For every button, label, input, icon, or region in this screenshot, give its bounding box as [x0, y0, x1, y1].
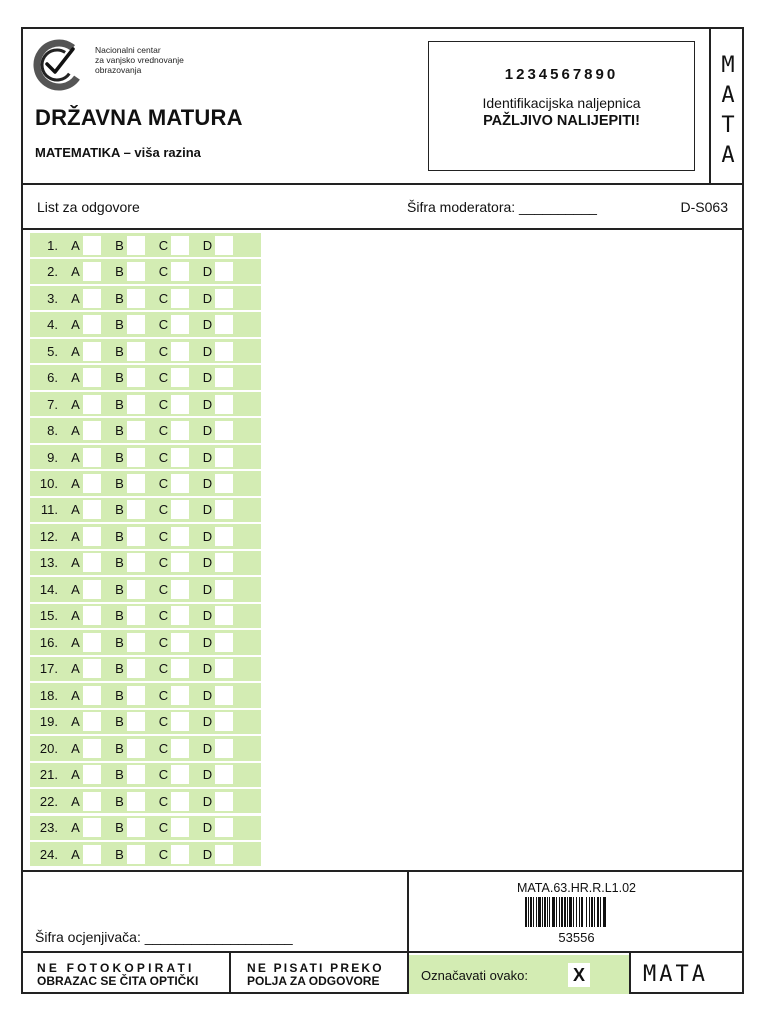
option-label: C	[158, 290, 169, 306]
answer-box[interactable]	[215, 421, 233, 440]
option-label: B	[115, 793, 124, 809]
question-number: 8.	[47, 423, 58, 439]
answer-box[interactable]	[171, 553, 189, 572]
exam-subtitle: MATEMATIKA – viša razina	[35, 145, 201, 160]
answer-box[interactable]	[171, 474, 189, 493]
option-label: C	[158, 714, 169, 730]
option-label: B	[115, 290, 124, 306]
barcode-bar	[561, 897, 563, 927]
answer-row	[30, 418, 261, 442]
question-number: 4.	[47, 317, 58, 333]
option-label: A	[71, 846, 80, 862]
side-subject-code: M A T A	[721, 53, 735, 168]
answer-box[interactable]	[83, 474, 101, 493]
option-label: D	[202, 264, 213, 280]
answer-box[interactable]	[215, 633, 233, 652]
barcode-bar	[528, 897, 529, 927]
answer-box[interactable]	[215, 368, 233, 387]
option-label: A	[71, 502, 80, 518]
option-label: A	[71, 264, 80, 280]
question-number: 24.	[39, 846, 58, 862]
option-label: A	[71, 820, 80, 836]
question-number: 19.	[39, 714, 58, 730]
option-label: D	[202, 423, 213, 439]
option-label: C	[158, 476, 169, 491]
answer-row	[30, 551, 261, 575]
answer-box[interactable]	[215, 845, 233, 864]
answer-row	[30, 683, 261, 707]
option-label: A	[71, 449, 80, 465]
answer-row	[30, 710, 261, 734]
answer-row	[30, 312, 261, 336]
option-label: B	[115, 476, 124, 491]
option-label: C	[158, 396, 169, 412]
option-label: B	[115, 264, 124, 280]
barcode-bar	[525, 897, 527, 927]
answer-box[interactable]	[215, 500, 233, 519]
option-label: D	[202, 793, 213, 809]
question-number: 16.	[39, 634, 58, 650]
question-number: 6.	[47, 370, 58, 386]
answer-box[interactable]	[171, 421, 189, 440]
answer-row	[30, 577, 261, 601]
option-label: B	[115, 714, 124, 730]
option-label: D	[202, 528, 213, 544]
barcode-bar	[552, 897, 555, 927]
answer-box[interactable]	[171, 712, 189, 731]
option-label: C	[158, 767, 169, 783]
answer-box[interactable]	[171, 262, 189, 281]
question-number: 3.	[47, 290, 58, 306]
answer-box[interactable]	[83, 633, 101, 652]
barcode-bar	[544, 897, 546, 927]
answer-box[interactable]	[127, 765, 145, 784]
barcode-bar	[569, 897, 572, 927]
answer-row	[30, 604, 261, 628]
option-label: B	[115, 317, 124, 333]
answer-box[interactable]	[171, 395, 189, 414]
id-warning: PAŽLJIVO NALIJEPITI!	[483, 113, 640, 129]
side-divider	[709, 29, 711, 183]
form-code: D-S063	[680, 199, 728, 215]
option-label: D	[202, 608, 213, 624]
question-number: 1.	[47, 237, 58, 253]
answer-box[interactable]	[127, 659, 145, 678]
answer-box[interactable]	[83, 659, 101, 678]
answer-box[interactable]	[127, 712, 145, 731]
answer-box[interactable]	[127, 421, 145, 440]
barcode-bar	[586, 897, 587, 927]
answer-box[interactable]	[83, 342, 101, 361]
option-label: C	[158, 343, 169, 359]
question-number: 20.	[39, 740, 58, 756]
option-label: C	[158, 555, 169, 571]
option-label: D	[202, 820, 213, 836]
option-label: A	[71, 317, 80, 333]
answer-box[interactable]	[215, 342, 233, 361]
answer-box[interactable]	[127, 686, 145, 705]
id-label: Identifikacijska naljepnica	[482, 95, 641, 111]
mark-example-label: Označavati ovako:	[421, 968, 528, 983]
answer-box[interactable]	[171, 580, 189, 599]
option-label: B	[115, 740, 124, 756]
answers-bottom-divider	[23, 870, 742, 872]
question-number: 21.	[39, 767, 58, 783]
option-label: C	[158, 661, 169, 677]
answer-box[interactable]	[127, 474, 145, 493]
question-number: 2.	[47, 264, 58, 280]
option-label: B	[115, 820, 124, 836]
answer-box[interactable]	[215, 395, 233, 414]
option-label: D	[202, 687, 213, 703]
option-label: A	[71, 343, 80, 359]
answer-box[interactable]	[215, 315, 233, 334]
option-label: B	[115, 767, 124, 783]
answer-box[interactable]	[83, 792, 101, 811]
option-label: C	[158, 634, 169, 650]
question-number: 15.	[39, 608, 58, 624]
answer-box[interactable]	[171, 765, 189, 784]
option-label: A	[71, 476, 80, 491]
option-label: B	[115, 528, 124, 544]
answer-box[interactable]	[83, 448, 101, 467]
header-divider	[23, 183, 742, 185]
answer-box[interactable]	[83, 395, 101, 414]
answer-box[interactable]	[127, 448, 145, 467]
answer-box[interactable]	[215, 448, 233, 467]
option-label: C	[158, 740, 169, 756]
answer-box[interactable]	[83, 236, 101, 255]
option-label: D	[202, 237, 213, 253]
answer-box[interactable]	[215, 686, 233, 705]
option-label: C	[158, 793, 169, 809]
answer-row	[30, 259, 261, 283]
answer-row	[30, 445, 261, 469]
answer-row	[30, 657, 261, 681]
answer-box[interactable]	[83, 315, 101, 334]
option-label: B	[115, 370, 124, 386]
answer-box[interactable]	[171, 236, 189, 255]
option-label: D	[202, 476, 213, 491]
answer-box[interactable]	[171, 368, 189, 387]
option-label: A	[71, 793, 80, 809]
barcode-bar	[603, 897, 606, 927]
option-label: D	[202, 449, 213, 465]
option-label: D	[202, 740, 213, 756]
no-copy-notice: NE FOTOKOPIRATI OBRAZAC SE ČITA OPTIČKI	[37, 961, 199, 988]
answer-row	[30, 498, 261, 522]
id-sticker-box	[428, 41, 695, 171]
option-label: B	[115, 449, 124, 465]
question-number: 18.	[39, 687, 58, 703]
barcode-bar	[559, 897, 560, 927]
answer-box[interactable]	[83, 368, 101, 387]
option-label: B	[115, 608, 124, 624]
answer-row	[30, 339, 261, 363]
answer-box[interactable]	[83, 712, 101, 731]
barcode-bar	[549, 897, 550, 927]
barcode-bar	[579, 897, 580, 927]
option-label: B	[115, 396, 124, 412]
answer-box[interactable]	[171, 845, 189, 864]
answer-box[interactable]	[83, 818, 101, 837]
answer-box[interactable]	[215, 765, 233, 784]
id-number: 1234567890	[504, 66, 619, 83]
option-label: B	[115, 555, 124, 571]
option-label: C	[158, 687, 169, 703]
mark-example-x: X	[568, 963, 590, 987]
option-label: D	[202, 396, 213, 412]
option-label: C	[158, 581, 169, 597]
barcode-bar	[564, 897, 566, 927]
answer-box[interactable]	[171, 633, 189, 652]
bottom-subject-code: MATA	[643, 962, 708, 987]
option-label: D	[202, 290, 213, 306]
option-label: A	[71, 528, 80, 544]
question-number: 9.	[47, 449, 58, 465]
option-label: A	[71, 555, 80, 571]
footer-bottom-divider	[23, 951, 742, 953]
option-label: B	[115, 502, 124, 518]
barcode-bar	[542, 897, 543, 927]
option-label: C	[158, 449, 169, 465]
option-label: C	[158, 237, 169, 253]
option-label: A	[71, 290, 80, 306]
answer-row	[30, 392, 261, 416]
answer-box[interactable]	[215, 527, 233, 546]
answer-box[interactable]	[127, 792, 145, 811]
question-number: 17.	[39, 661, 58, 677]
answer-row	[30, 524, 261, 548]
answer-row	[30, 233, 261, 257]
answer-box[interactable]	[215, 236, 233, 255]
answer-box[interactable]	[171, 739, 189, 758]
answer-grid	[30, 233, 261, 869]
question-number: 13.	[39, 555, 58, 571]
sheet-label: List za odgovore	[37, 199, 140, 215]
option-label: D	[202, 317, 213, 333]
option-label: B	[115, 687, 124, 703]
option-label: C	[158, 608, 169, 624]
barcode	[525, 897, 649, 927]
answer-box[interactable]	[83, 845, 101, 864]
option-label: C	[158, 528, 169, 544]
option-label: A	[71, 714, 80, 730]
option-label: D	[202, 846, 213, 862]
option-label: A	[71, 237, 80, 253]
option-label: B	[115, 237, 124, 253]
option-label: C	[158, 317, 169, 333]
answer-box[interactable]	[83, 686, 101, 705]
option-label: C	[158, 370, 169, 386]
answer-row	[30, 286, 261, 310]
answer-box[interactable]	[215, 606, 233, 625]
answer-box[interactable]	[127, 818, 145, 837]
answer-box[interactable]	[171, 606, 189, 625]
option-label: B	[115, 581, 124, 597]
option-label: A	[71, 661, 80, 677]
answer-box[interactable]	[127, 739, 145, 758]
answer-box[interactable]	[127, 236, 145, 255]
answer-box[interactable]	[83, 765, 101, 784]
answer-row	[30, 630, 261, 654]
answer-row	[30, 842, 261, 866]
option-label: D	[202, 634, 213, 650]
answer-box[interactable]	[83, 606, 101, 625]
answer-box[interactable]	[171, 500, 189, 519]
option-label: A	[71, 740, 80, 756]
option-label: B	[115, 634, 124, 650]
barcode-bar	[600, 897, 601, 927]
answer-box[interactable]	[171, 792, 189, 811]
answer-box[interactable]	[127, 580, 145, 599]
answer-row	[30, 736, 261, 760]
answer-box[interactable]	[215, 553, 233, 572]
question-number: 5.	[47, 343, 58, 359]
answer-box[interactable]	[127, 500, 145, 519]
answer-box[interactable]	[127, 289, 145, 308]
option-label: C	[158, 846, 169, 862]
answer-box[interactable]	[127, 262, 145, 281]
option-label: A	[71, 767, 80, 783]
code-divider	[629, 951, 631, 994]
document-code: MATA.63.HR.R.L1.02	[516, 881, 637, 895]
option-label: A	[71, 423, 80, 439]
info-divider	[23, 228, 742, 230]
barcode-bar	[591, 897, 593, 927]
answer-box[interactable]	[215, 712, 233, 731]
question-number: 12.	[39, 528, 58, 544]
answer-box[interactable]	[171, 448, 189, 467]
answer-row	[30, 789, 261, 813]
answer-box[interactable]	[215, 818, 233, 837]
answer-box[interactable]	[215, 580, 233, 599]
option-label: D	[202, 555, 213, 571]
answer-box[interactable]	[171, 686, 189, 705]
page-title: DRŽAVNA MATURA	[35, 105, 243, 130]
question-number: 7.	[47, 396, 58, 412]
moderator-code-field: Šifra moderatora: __________	[407, 199, 597, 215]
option-label: B	[115, 423, 124, 439]
answer-row	[30, 763, 261, 787]
barcode-bar	[536, 897, 537, 927]
option-label: C	[158, 264, 169, 280]
barcode-bar	[597, 897, 599, 927]
barcode-bar	[533, 897, 534, 927]
barcode-bar	[576, 897, 577, 927]
notice-divider	[229, 951, 231, 994]
answer-box[interactable]	[171, 342, 189, 361]
answer-box[interactable]	[171, 527, 189, 546]
barcode-bar	[573, 897, 574, 927]
option-label: C	[158, 423, 169, 439]
barcode-bar	[581, 897, 583, 927]
barcode-bar	[556, 897, 557, 927]
answer-box[interactable]	[83, 527, 101, 546]
option-label: D	[202, 370, 213, 386]
answer-box[interactable]	[171, 315, 189, 334]
ncvvo-logo	[33, 37, 89, 93]
answer-box[interactable]	[171, 289, 189, 308]
answer-box[interactable]	[83, 580, 101, 599]
barcode-bar	[567, 897, 568, 927]
answer-box[interactable]	[127, 315, 145, 334]
answer-box[interactable]	[215, 792, 233, 811]
answer-box[interactable]	[127, 633, 145, 652]
answer-box[interactable]	[215, 739, 233, 758]
option-label: A	[71, 396, 80, 412]
option-label: A	[71, 687, 80, 703]
question-number: 23.	[39, 820, 58, 836]
answer-box[interactable]	[83, 500, 101, 519]
answer-box[interactable]	[127, 606, 145, 625]
answer-sheet-frame	[21, 27, 744, 994]
answer-box[interactable]	[171, 659, 189, 678]
answer-row	[30, 471, 261, 495]
option-label: C	[158, 502, 169, 518]
option-label: A	[71, 370, 80, 386]
answer-box[interactable]	[83, 421, 101, 440]
option-label: A	[71, 581, 80, 597]
option-label: C	[158, 820, 169, 836]
option-label: A	[71, 634, 80, 650]
answer-box[interactable]	[127, 368, 145, 387]
answer-box[interactable]	[127, 395, 145, 414]
answer-box[interactable]	[127, 342, 145, 361]
answer-box[interactable]	[127, 845, 145, 864]
answer-box[interactable]	[171, 818, 189, 837]
option-label: D	[202, 502, 213, 518]
answer-box[interactable]	[83, 553, 101, 572]
no-write-notice: NE PISATI PREKO POLJA ZA ODGOVORE	[247, 961, 384, 988]
org-name: Nacionalni centar za vanjsko vrednovanje obrazovanja	[95, 45, 184, 75]
option-label: D	[202, 343, 213, 359]
barcode-bar	[547, 897, 548, 927]
question-number: 14.	[39, 581, 58, 597]
answer-box[interactable]	[83, 262, 101, 281]
barcode-bar	[530, 897, 532, 927]
option-label: B	[115, 846, 124, 862]
barcode-number: 53556	[558, 930, 595, 945]
question-number: 22.	[39, 793, 58, 809]
option-label: D	[202, 661, 213, 677]
option-label: D	[202, 767, 213, 783]
answer-box[interactable]	[215, 289, 233, 308]
answer-box[interactable]	[215, 262, 233, 281]
option-label: B	[115, 661, 124, 677]
answer-box[interactable]	[215, 474, 233, 493]
barcode-bar	[589, 897, 590, 927]
option-label: D	[202, 581, 213, 597]
answer-box[interactable]	[215, 659, 233, 678]
answer-box[interactable]	[127, 527, 145, 546]
question-number: 11.	[40, 502, 58, 518]
answer-row	[30, 365, 261, 389]
answer-box[interactable]	[83, 739, 101, 758]
option-label: D	[202, 714, 213, 730]
answer-row	[30, 816, 261, 840]
grader-code-field: Šifra ocjenjivača: ___________________	[35, 929, 293, 945]
barcode-bar	[538, 897, 541, 927]
option-label: B	[115, 343, 124, 359]
answer-box[interactable]	[127, 553, 145, 572]
option-label: A	[71, 608, 80, 624]
question-number: 10.	[39, 476, 58, 491]
answer-box[interactable]	[83, 289, 101, 308]
barcode-bar	[594, 897, 595, 927]
